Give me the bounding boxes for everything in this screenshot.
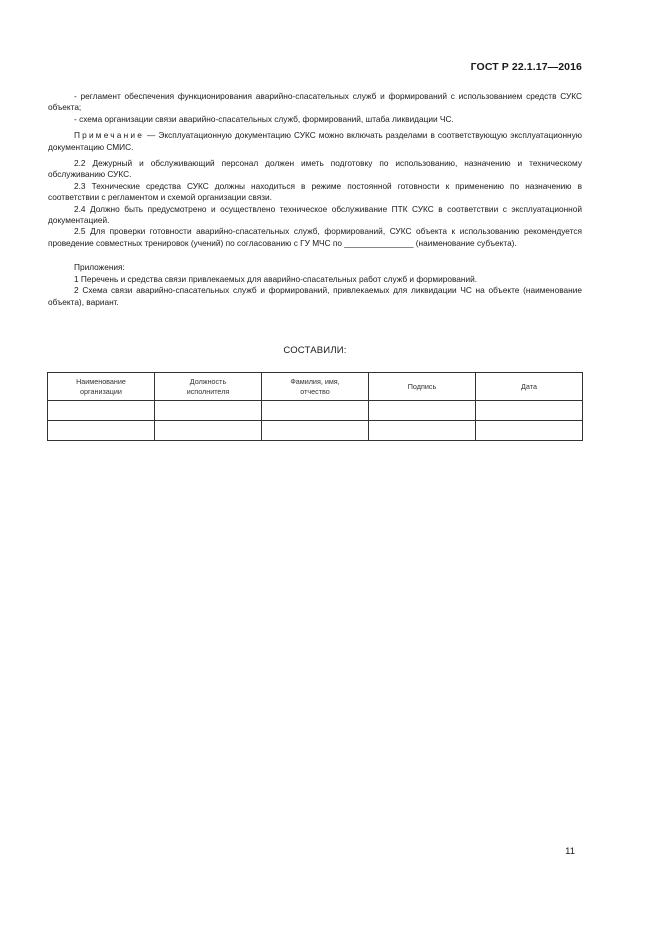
note-text: — Эксплуатационную документацию СУКС можно включать разделами в соответствующую эксплуатационную документацию СМИС. — [48, 130, 582, 152]
table-cell — [262, 401, 369, 421]
table-cell — [476, 401, 583, 421]
column-header-position: Должность исполнителя — [155, 373, 262, 401]
note-paragraph — [48, 130, 582, 153]
table-cell — [369, 401, 476, 421]
table-header-row — [48, 373, 583, 401]
appendix-item: 1 Перечень и средства связи привлекаемых для аварийно-спасательных работ служб и формирований. — [74, 273, 478, 284]
bullet-item: - регламент обеспечения функционирования аварийно-спасательных служб и формирований с использованием средств СУКС объекта; — [48, 91, 582, 113]
appendices-heading: Приложения: — [74, 262, 125, 273]
table-cell — [369, 421, 476, 441]
appendix-item: 2 Схема связи аварийно-спасательных служб и формирований, привлекаемых для ликвидации ЧС на объекте (наименование объекта), вариант. — [48, 285, 582, 307]
table-cell — [155, 421, 262, 441]
main-text — [48, 91, 582, 308]
table-cell — [48, 421, 155, 441]
table-row — [48, 401, 583, 421]
compiled-by-title: СОСТАВИЛИ: — [283, 345, 347, 356]
table-cell — [155, 401, 262, 421]
column-header-signature: Подпись — [369, 373, 476, 401]
table-cell — [262, 421, 369, 441]
table-row — [48, 421, 583, 441]
document-code: ГОСТ Р 22.1.17—2016 — [470, 61, 582, 73]
table-cell — [476, 421, 583, 441]
column-header-organization: Наименование организации — [48, 373, 155, 401]
clause-2-2: 2.2 Дежурный и обслуживающий персонал должен иметь подготовку по использованию, назначению и техническому обслуживанию СУКС. — [48, 158, 582, 180]
column-header-date: Дата — [476, 373, 583, 401]
clause-2-3: 2.3 Технические средства СУКС должны находиться в режиме постоянной готовности к применению по назначению в соответствии с регламентом и схемой организации связи. — [48, 180, 582, 203]
signatures-table — [47, 372, 583, 441]
table-cell — [48, 401, 155, 421]
note-label: Примечание — [74, 130, 145, 141]
clause-2-5: 2.5 Для проверки готовности аварийно-спасательных служб, формирований, СУКС объекта к использованию рекомендуется проведение совместных тренировок (учений) по согласованию с ГУ МЧС по _______________ (наименование субъекта). — [48, 226, 582, 248]
clause-2-4: 2.4 Должно быть предусмотрено и осуществлено техническое обслуживание ПТК СУКС в соответствии с эксплуатационной документацией. — [48, 203, 582, 226]
column-header-full-name: Фамилия, имя, отчество — [262, 373, 369, 401]
page-number: 11 — [565, 846, 575, 857]
bullet-item: - схема организации связи аварийно-спасательных служб, формирований, штаба ликвидации ЧС. — [74, 113, 454, 124]
